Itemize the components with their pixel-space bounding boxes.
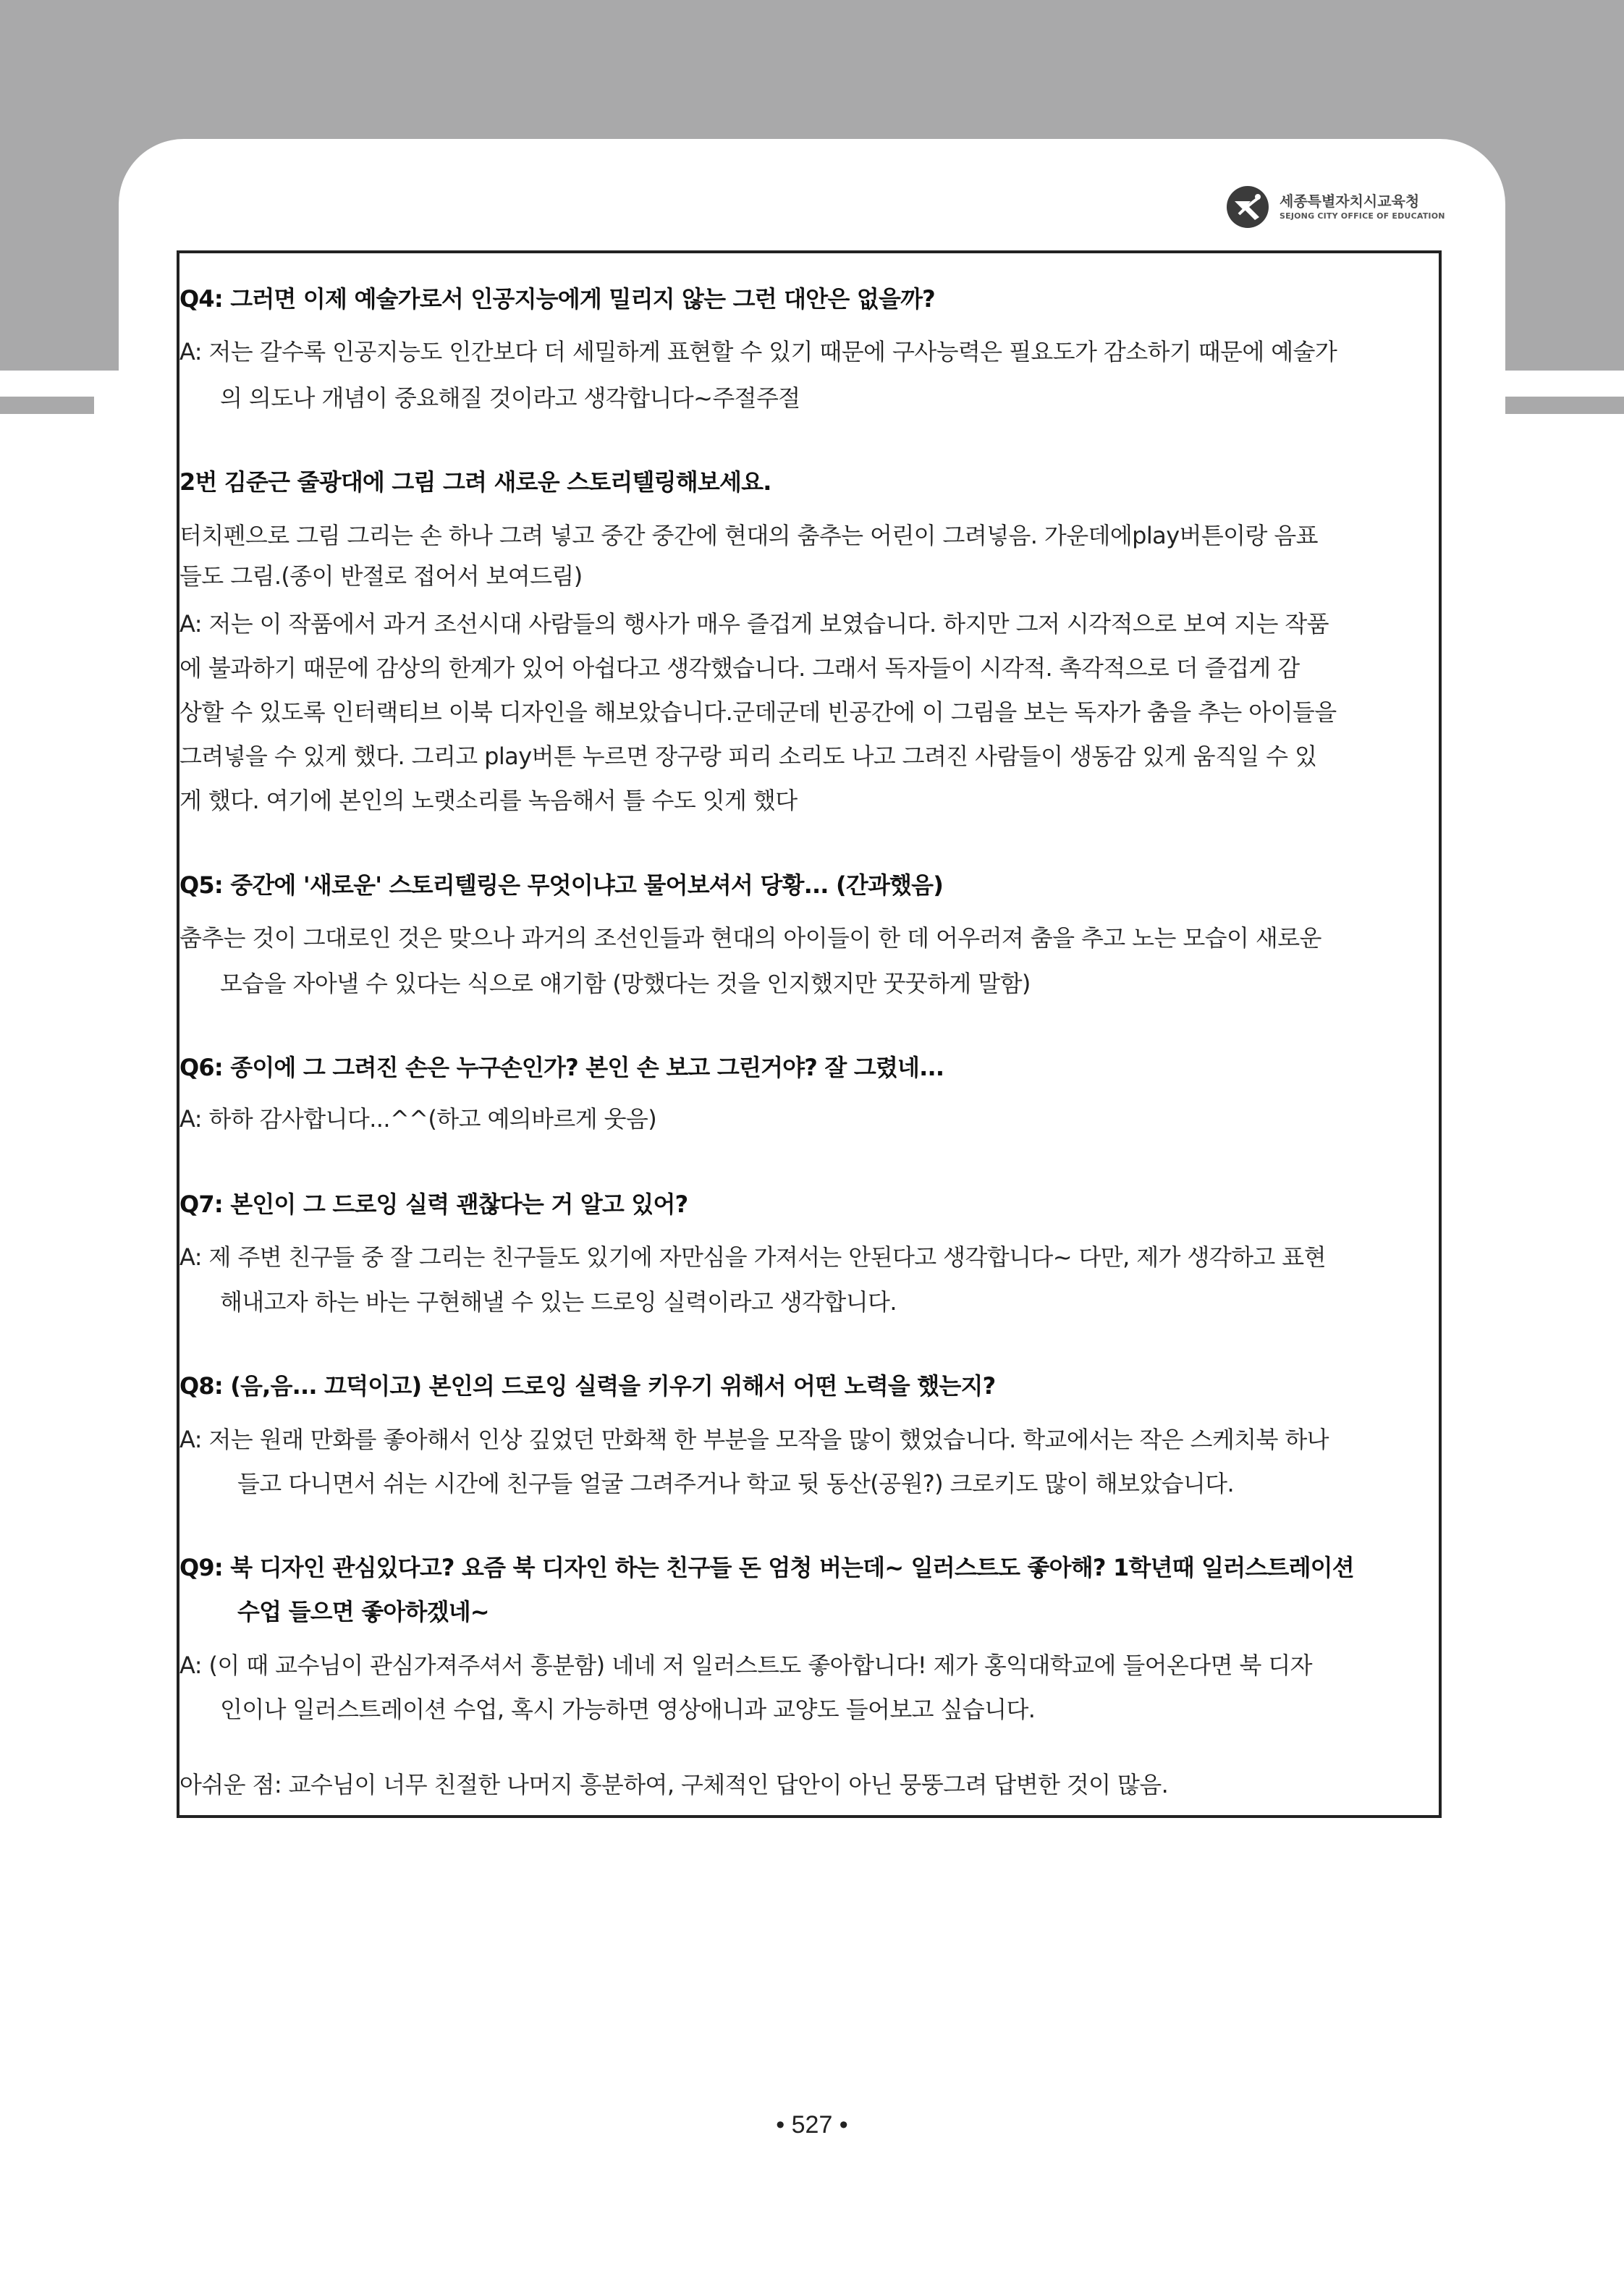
question-q4: Q4: 그러면 이제 예술가로서 인공지능에게 밀리지 않는 그런 대안은 없을까? bbox=[179, 285, 935, 313]
answer-q8-line-1: A: 저는 원래 만화를 좋아해서 인상 깊었던 만화책 한 부분을 모작을 많이 했었습니다. 학교에서는 작은 스케치북 하나 bbox=[179, 1426, 1329, 1453]
question-q8: Q8: (음,음... 끄덕이고) 본인의 드로잉 실력을 키우기 위해서 어떤 노력을 했는지? bbox=[179, 1372, 996, 1400]
answer-q4-line-1: A: 저는 갈수록 인공지능도 인간보다 더 세밀하게 표현할 수 있기 때문에 구사능력은 필요도가 감소하기 때문에 예술가 bbox=[179, 338, 1337, 365]
answer-q6: A: 하하 감사합니다...^^(하고 예의바르게 웃음) bbox=[179, 1105, 657, 1133]
answer-q9-line-2: 인이나 일러스트레이션 수업, 혹시 가능하면 영상애니과 교양도 들어보고 싶습니다. bbox=[220, 1696, 1036, 1723]
task-2-line-6: 그려넣을 수 있게 했다. 그리고 play버튼 누르면 장구랑 피리 소리도 나고 그려진 사람들이 생동감 있게 움직일 수 있 bbox=[179, 743, 1317, 770]
question-q9-line-1: Q9: 북 디자인 관심있다고? 요즘 북 디자인 하는 친구들 돈 엄청 버는데~ 일러스트도 좋아해? 1학년때 일러스트레이션 bbox=[179, 1554, 1354, 1581]
logo-subtitle: SEJONG CITY OFFICE OF EDUCATION bbox=[1280, 211, 1445, 221]
regret-note: 아쉬운 점: 교수님이 너무 친절한 나머지 흥분하여, 구체적인 답안이 아닌 뭉뚱그려 답변한 것이 많음. bbox=[179, 1771, 1169, 1798]
task-2-title: 2번 김준근 줄광대에 그림 그려 새로운 스토리텔링해보세요. bbox=[179, 468, 771, 496]
task-2-line-3: A: 저는 이 작품에서 과거 조선시대 사람들의 행사가 매우 즐겁게 보였습니다. 하지만 그저 시각적으로 보여 지는 작품 bbox=[179, 610, 1329, 638]
logo-title: 세종특별자치시교육청 bbox=[1280, 193, 1420, 210]
task-2-line-2: 들도 그림.(종이 반절로 접어서 보여드림) bbox=[179, 562, 583, 590]
sejong-emblem-icon bbox=[1226, 185, 1269, 229]
task-2-line-5: 상할 수 있도록 인터랙티브 이북 디자인을 해보았습니다.군데군데 빈공간에 이 그림을 보는 독자가 춤을 추는 아이들을 bbox=[179, 698, 1337, 726]
question-q9-line-2: 수업 들으면 좋아하겠네~ bbox=[237, 1598, 489, 1625]
answer-q8-line-2: 들고 다니면서 쉬는 시간에 친구들 얼굴 그려주거나 학교 뒷 동산(공원?) 크로키도 많이 해보았습니다. bbox=[237, 1470, 1235, 1497]
answer-q7-line-2: 해내고자 하는 바는 구현해낼 수 있는 드로잉 실력이라고 생각합니다. bbox=[220, 1288, 897, 1316]
answer-q4-line-2: 의 의도나 개념이 중요해질 것이라고 생각합니다~주절주절 bbox=[220, 384, 800, 412]
sejong-education-logo bbox=[1226, 185, 1458, 230]
answer-q5-line-1: 춤추는 것이 그대로인 것은 맞으나 과거의 조선인들과 현대의 아이들이 한 데 어우러져 춤을 추고 노는 모습이 새로운 bbox=[179, 924, 1321, 952]
question-q6: Q6: 종이에 그 그려진 손은 누구손인가? 본인 손 보고 그린거야? 잘 그렸네... bbox=[179, 1054, 944, 1081]
left-side-stripe bbox=[0, 397, 94, 414]
answer-q5-line-2: 모습을 자아낼 수 있다는 식으로 얘기함 (망했다는 것을 인지했지만 꿋꿋하게 말함) bbox=[220, 970, 1031, 997]
page-number: • 527 • bbox=[776, 2111, 848, 2139]
answer-q9-line-1: A: (이 때 교수님이 관심가져주셔서 흥분함) 네네 저 일러스트도 좋아합니다! 제가 홍익대학교에 들어온다면 북 디자 bbox=[179, 1652, 1312, 1679]
answer-q7-line-1: A: 제 주변 친구들 중 잘 그리는 친구들도 있기에 자만심을 가져서는 안된다고 생각합니다~ 다만, 제가 생각하고 표현 bbox=[179, 1243, 1326, 1271]
question-q5: Q5: 중간에 '새로운' 스토리텔링은 무엇이냐고 물어보셔서 당황... (간과했음) bbox=[179, 871, 944, 899]
right-side-stripe bbox=[1505, 397, 1624, 414]
task-2-line-7: 게 했다. 여기에 본인의 노랫소리를 녹음해서 틀 수도 잇게 했다 bbox=[179, 787, 798, 814]
question-q7: Q7: 본인이 그 드로잉 실력 괜찮다는 거 알고 있어? bbox=[179, 1191, 688, 1218]
task-2-line-4: 에 불과하기 때문에 감상의 한계가 있어 아쉽다고 생각했습니다. 그래서 독자들이 시각적. 촉각적으로 더 즐겁게 감 bbox=[179, 654, 1300, 682]
task-2-line-1: 터치펜으로 그림 그리는 손 하나 그려 넣고 중간 중간에 현대의 춤추는 어린이 그려넣음. 가운데에play버튼이랑 음표 bbox=[179, 522, 1318, 549]
